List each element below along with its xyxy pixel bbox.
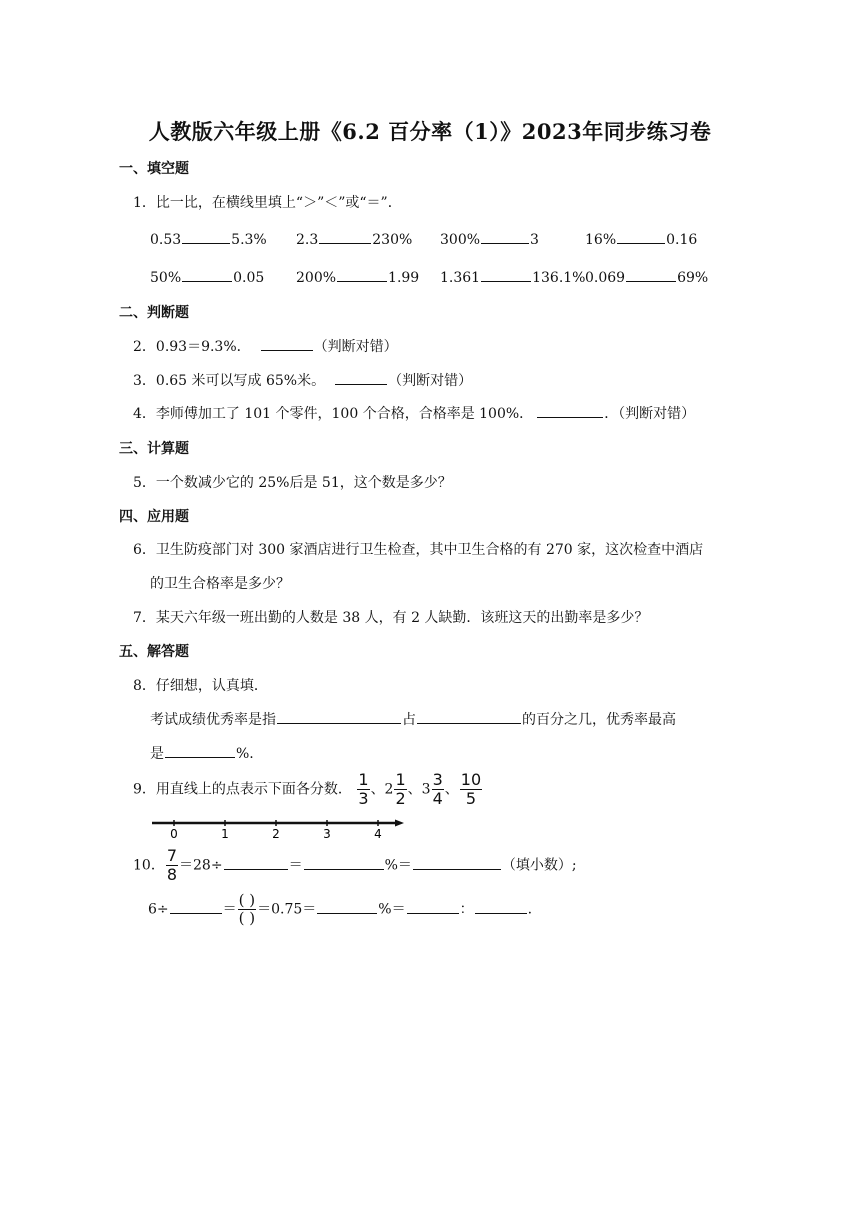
answer-blank[interactable] bbox=[165, 743, 235, 758]
compare-item: 16% 0.16 bbox=[585, 229, 697, 248]
fraction-1-2: $\frac{1}{2}$ bbox=[395, 770, 406, 808]
section-heading-application: 四、应用题 bbox=[119, 509, 189, 525]
question-7: 7．某天六年级一班出勤的人数是 38 人，有 2 人缺勤．该班这天的出勤率是多少？ bbox=[133, 610, 649, 626]
answer-blank[interactable] bbox=[617, 229, 665, 244]
question-8-line-2: 是 %. bbox=[150, 743, 254, 763]
compare-item: 0.069 69% bbox=[585, 267, 708, 286]
section-heading-answer: 五、解答题 bbox=[119, 644, 189, 660]
answer-blank[interactable] bbox=[319, 229, 371, 244]
section-heading-calculation: 三、计算题 bbox=[119, 441, 189, 457]
answer-blank[interactable] bbox=[481, 229, 529, 244]
question-9: 9．用直线上的点表示下面各分数． $\frac{1}{3}$ 、2 $\frac{1}{2}$ 、3 $\frac{3}{4}$ 、 $\frac{10}{5}$ bbox=[133, 770, 482, 808]
question-8-line-1: 考试成绩优秀率是指 占 的百分之几，优秀率最高 bbox=[150, 709, 676, 729]
compare-item: 200% 1.99 bbox=[296, 267, 419, 286]
compare-item: 300% 3 bbox=[440, 229, 539, 248]
answer-blank[interactable] bbox=[277, 709, 401, 724]
compare-item: 0.53 5.3% bbox=[150, 229, 267, 248]
answer-blank[interactable] bbox=[335, 370, 387, 385]
answer-blank[interactable] bbox=[407, 899, 459, 914]
question-3: 3．0.65 米可以写成 65%米。 （判断对错） bbox=[133, 370, 472, 390]
compare-item: 50% 0.05 bbox=[150, 267, 264, 286]
answer-blank[interactable] bbox=[337, 267, 387, 282]
compare-item: 1.361 136.1% bbox=[440, 267, 585, 286]
answer-blank[interactable] bbox=[182, 267, 232, 282]
question-1-stem: 1．比一比，在横线里填上“＞”＜”或“＝”． bbox=[133, 195, 402, 211]
number-line-tick-label: 3 bbox=[323, 827, 331, 841]
answer-blank[interactable] bbox=[413, 855, 501, 870]
answer-blank[interactable] bbox=[224, 855, 288, 870]
answer-blank[interactable] bbox=[304, 855, 384, 870]
fraction-7-8: $\frac{7}{8}$ bbox=[166, 846, 178, 884]
answer-blank[interactable] bbox=[537, 403, 603, 418]
number-line-arrow-icon bbox=[395, 820, 404, 827]
question-4: 4．李师傅加工了 101 个零件，100 个合格，合格率是 100%． ．（判断对错） bbox=[133, 403, 695, 423]
answer-blank[interactable] bbox=[481, 267, 531, 282]
answer-blank[interactable] bbox=[417, 709, 521, 724]
number-line-tick-label: 1 bbox=[221, 827, 229, 841]
answer-blank[interactable] bbox=[261, 336, 313, 351]
fraction-blank[interactable]: $\frac{( )}{( )}$ bbox=[238, 891, 256, 927]
answer-blank[interactable] bbox=[170, 899, 222, 914]
section-heading-fill-blank: 一、填空题 bbox=[119, 161, 189, 177]
answer-blank[interactable] bbox=[475, 899, 527, 914]
question-10-line-2: 6÷ ＝ $\frac{( )}{( )}$ ＝0.75＝ %＝ ： . bbox=[148, 891, 533, 927]
section-heading-true-false: 二、判断题 bbox=[119, 305, 189, 321]
answer-blank[interactable] bbox=[626, 267, 676, 282]
question-8-stem: 8．仔细想，认真填． bbox=[133, 678, 268, 694]
answer-blank[interactable] bbox=[182, 229, 230, 244]
number-line-tick-label: 2 bbox=[272, 827, 280, 841]
question-5: 5．一个数减少它的 25%后是 51，这个数是多少？ bbox=[133, 475, 452, 491]
fraction-3-4: $\frac{3}{4}$ bbox=[432, 770, 443, 808]
answer-blank[interactable] bbox=[317, 899, 377, 914]
fraction-1-3: $\frac{1}{3}$ bbox=[358, 770, 369, 808]
question-6-line-1: 6．卫生防疫部门对 300 家酒店进行卫生检查，其中卫生合格的有 270 家，这次检查中酒店 bbox=[133, 542, 704, 558]
question-6-line-2: 的卫生合格率是多少？ bbox=[150, 576, 290, 592]
number-line-tick-label: 4 bbox=[374, 827, 382, 841]
page-title: 人教版六年级上册《6.2 百分率（1）》2023年同步练习卷 bbox=[148, 119, 712, 144]
question-10-line-1: 10． $\frac{7}{8}$ ＝28÷ ＝ %＝ （填小数）; bbox=[133, 846, 577, 884]
fraction-10-5: $\frac{10}{5}$ bbox=[460, 770, 482, 808]
compare-item: 2.3 230% bbox=[296, 229, 412, 248]
question-2: 2．0.93＝9.3%． （判断对错） bbox=[133, 336, 398, 356]
number-line bbox=[152, 818, 404, 842]
number-line-tick-label: 0 bbox=[170, 827, 178, 841]
